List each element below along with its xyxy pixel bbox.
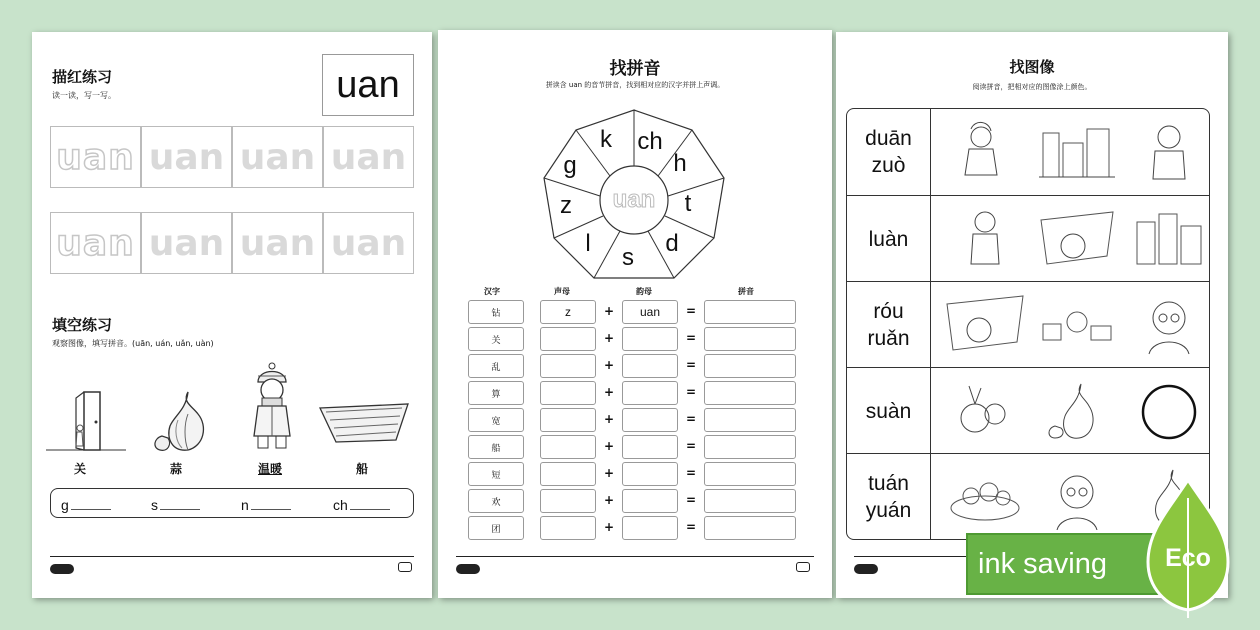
pinyin-answer-input[interactable] — [704, 516, 796, 540]
equation-row — [468, 489, 804, 513]
hanzi-cell: 船 — [468, 435, 524, 459]
trace-cell: uan — [50, 126, 141, 188]
pinyin-line: ruǎn — [867, 327, 910, 350]
page-title: 找拼音 — [609, 59, 661, 79]
pinyin-label — [847, 109, 931, 195]
plus-sign: + — [604, 520, 615, 534]
section-subtitle: 观察图像，填写拼音。(uān, uán, uǎn, uàn) — [52, 339, 214, 348]
footer-divider — [456, 556, 814, 557]
blank-initial: ch — [333, 497, 348, 513]
pinyin-answer-input[interactable] — [704, 327, 796, 351]
column-header: 拼音 — [738, 287, 754, 296]
equals-sign: = — [686, 466, 697, 480]
equals-sign: = — [686, 439, 697, 453]
grid-row — [847, 281, 1210, 367]
toys-picture[interactable] — [1037, 292, 1117, 358]
pinyin-line: tuán — [868, 472, 909, 495]
blank-line — [160, 509, 200, 510]
wheel-center: uan — [612, 186, 656, 213]
final-input[interactable] — [622, 489, 678, 513]
grid-row — [847, 195, 1210, 281]
blank-initial: n — [241, 497, 249, 513]
trace-cell: uan — [232, 212, 323, 274]
final-input[interactable] — [622, 354, 678, 378]
plus-sign: + — [604, 412, 615, 426]
wheel-letter: d — [665, 230, 679, 257]
trace-row — [50, 212, 414, 274]
final-input[interactable] — [622, 381, 678, 405]
picture-grid — [846, 108, 1210, 540]
final-input[interactable]: uan — [622, 300, 678, 324]
eco-label: Eco — [1165, 544, 1211, 572]
hanzi-cell: 欢 — [468, 489, 524, 513]
wheel-letter: z — [560, 192, 572, 219]
trace-cell: uan — [141, 212, 232, 274]
initial-input[interactable] — [540, 408, 596, 432]
plus-sign: + — [604, 358, 615, 372]
wheel-letter: s — [622, 244, 634, 271]
hanzi-cell: 算 — [468, 381, 524, 405]
hanzi-cell: 钻 — [468, 300, 524, 324]
worksheet-page-find-pinyin — [438, 30, 832, 598]
footer-logo — [50, 564, 74, 574]
page-title: 描红练习 — [52, 68, 113, 86]
equals-sign: = — [686, 385, 697, 399]
plus-sign: + — [604, 466, 615, 480]
hanzi-label: 船 — [355, 462, 368, 476]
column-header: 汉字 — [484, 287, 500, 296]
wheel-letter: ch — [637, 128, 663, 155]
pinyin-line: luàn — [868, 227, 909, 251]
footer-logo — [854, 564, 878, 574]
initial-input[interactable]: z — [540, 300, 596, 324]
page-subtitle: 读一读，写一写。 — [52, 91, 116, 100]
city-picture[interactable] — [1129, 206, 1209, 272]
page-title: 找图像 — [1009, 58, 1055, 76]
initial-input[interactable] — [540, 381, 596, 405]
pinyin-line: yuán — [865, 499, 912, 522]
blank-initial: g — [61, 497, 69, 513]
worksheet-page-tracing — [32, 32, 432, 598]
equals-sign: = — [686, 331, 697, 345]
equation-row — [468, 462, 804, 486]
plus-sign: + — [604, 493, 615, 507]
pinyin-answer-input[interactable] — [704, 462, 796, 486]
pinyin-answer-input[interactable] — [704, 300, 796, 324]
footer-logo — [456, 564, 480, 574]
final-input[interactable] — [622, 408, 678, 432]
pinyin-answer-input[interactable] — [704, 408, 796, 432]
hanzi-cell: 乱 — [468, 354, 524, 378]
equals-sign: = — [686, 493, 697, 507]
hanzi-label: 蒜 — [169, 462, 182, 476]
wheel-letter: h — [673, 150, 687, 177]
plus-sign: + — [604, 331, 615, 345]
trace-cell: uan — [323, 126, 414, 188]
blank-item[interactable] — [241, 497, 291, 513]
pinyin-line: duān — [865, 127, 912, 150]
wheel-letter: t — [684, 190, 692, 217]
grandmother-picture[interactable] — [1037, 464, 1117, 530]
equals-sign: = — [686, 358, 697, 372]
page-subtitle: 拼读含 uan 的音节拼音，找到相对应的汉字并拼上声调。 — [545, 81, 725, 89]
equals-sign: = — [686, 412, 697, 426]
final-input[interactable] — [622, 516, 678, 540]
pinyin-line: zuò — [871, 154, 906, 177]
equals-sign: = — [686, 520, 697, 534]
footer-icon — [398, 562, 412, 572]
pinyin-line: róu — [873, 300, 904, 323]
pinyin-answer-input[interactable] — [704, 381, 796, 405]
final-input[interactable] — [622, 435, 678, 459]
trace-row — [50, 126, 414, 188]
hanzi-label: 关 — [73, 462, 86, 476]
equation-row — [468, 300, 804, 324]
initial-input[interactable] — [540, 354, 596, 378]
trace-cell: uan — [323, 212, 414, 274]
final-box: uan — [322, 54, 414, 116]
plus-sign: + — [604, 385, 615, 399]
fill-in-blanks — [50, 488, 414, 518]
pinyin-line: suàn — [865, 399, 912, 423]
blank-item[interactable] — [333, 497, 390, 513]
equation-row — [468, 354, 804, 378]
pinyin-label — [847, 282, 931, 368]
ink-saving-text: ink saving — [978, 547, 1107, 580]
child-picture[interactable] — [945, 206, 1025, 272]
boat-picture — [316, 400, 412, 450]
equation-row — [468, 381, 804, 405]
wheel-letter: k — [600, 126, 612, 153]
hanzi-label: 温暖 — [257, 462, 282, 476]
pinyin-answer-input[interactable] — [704, 489, 796, 513]
radish-picture[interactable] — [945, 378, 1025, 444]
initial-input[interactable] — [540, 489, 596, 513]
ball-picture[interactable] — [945, 292, 1025, 358]
pinyin-answer-input[interactable] — [704, 354, 796, 378]
blank-initial: s — [151, 497, 158, 513]
column-header: 韵母 — [636, 287, 652, 296]
section-title: 填空练习 — [52, 316, 113, 334]
pinyin-label — [847, 454, 931, 540]
trace-cell: uan — [50, 212, 141, 274]
equation-row — [468, 408, 804, 432]
hanzi-cell: 团 — [468, 516, 524, 540]
pinyin-label — [847, 368, 931, 454]
blank-item[interactable] — [61, 497, 111, 513]
food-picture[interactable] — [945, 464, 1025, 530]
equation-row — [468, 516, 804, 540]
trace-cell: uan — [232, 126, 323, 188]
circle-picture[interactable] — [1129, 378, 1209, 444]
trace-cell: uan — [141, 126, 232, 188]
page-subtitle: 阅读拼音，把相对应的图像涂上颜色。 — [972, 83, 1092, 91]
footer-icon — [796, 562, 810, 572]
child-picture[interactable] — [1129, 119, 1209, 185]
equation-row — [468, 327, 804, 351]
ball-picture[interactable] — [1037, 206, 1117, 272]
wheel-letter: l — [585, 230, 591, 257]
hanzi-cell: 关 — [468, 327, 524, 351]
pinyin-label — [847, 196, 931, 282]
grid-row — [847, 109, 1210, 195]
equals-sign: = — [686, 304, 697, 318]
child-sitting-picture[interactable] — [945, 119, 1025, 185]
hanzi-cell: 宽 — [468, 408, 524, 432]
equation-row — [468, 435, 804, 459]
final-input[interactable] — [622, 327, 678, 351]
initial-input[interactable] — [540, 462, 596, 486]
column-header: 声母 — [554, 287, 570, 296]
initial-input[interactable] — [540, 327, 596, 351]
plus-sign: + — [604, 439, 615, 453]
final-input[interactable] — [622, 462, 678, 486]
grandmother-picture[interactable] — [1129, 292, 1209, 358]
child-in-warm-clothes-picture — [236, 362, 308, 454]
footer-divider — [50, 556, 414, 557]
pinyin-answer-input[interactable] — [704, 435, 796, 459]
initial-input[interactable] — [540, 435, 596, 459]
initial-input[interactable] — [540, 516, 596, 540]
door-picture — [46, 388, 126, 454]
garlic-picture[interactable] — [1037, 378, 1117, 444]
grid-row — [847, 367, 1210, 453]
blank-item[interactable] — [151, 497, 200, 513]
blank-line — [350, 509, 390, 510]
blank-line — [71, 509, 111, 510]
wheel-letter: g — [563, 152, 577, 179]
garlic-picture — [142, 388, 222, 454]
blank-line — [251, 509, 291, 510]
plus-sign: + — [604, 304, 615, 318]
hanzi-cell: 短 — [468, 462, 524, 486]
city-picture[interactable] — [1037, 119, 1117, 185]
